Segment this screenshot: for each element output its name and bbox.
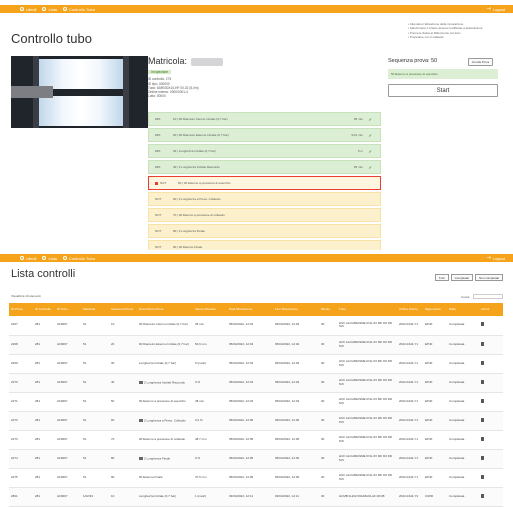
table-cell	[479, 316, 503, 335]
gear-icon	[63, 7, 67, 11]
nav-lista[interactable]	[42, 7, 56, 12]
check-icon: ✔	[368, 116, 372, 122]
step-state: MIS	[155, 149, 161, 153]
table-cell: AF0067	[55, 411, 81, 430]
table-cell: 00 Diametro Esterno Iniziale (0,7 bar)	[137, 335, 193, 354]
table-cell: HCF ALCHIMASME IK3L 0X MF D0 DD 5x5	[337, 392, 397, 411]
table-cell: 281	[33, 449, 55, 468]
table-cell	[479, 392, 503, 411]
table-cell: AF0067	[55, 316, 81, 335]
table-cell: Completata	[447, 430, 479, 449]
nav-utenti[interactable]	[20, 7, 36, 12]
table-cell: 30	[319, 468, 337, 487]
table-cell: 2271	[9, 392, 33, 411]
info-line: Ordine interno: 0000/0001-4	[148, 90, 188, 95]
filter-not-completed-button[interactable]: Non completati	[475, 274, 503, 281]
table-cell: 30	[319, 335, 337, 354]
table-cell	[137, 373, 193, 392]
user-icon	[20, 7, 24, 11]
table-cell: 2267	[9, 316, 33, 335]
table-cell: AF0067	[55, 468, 81, 487]
logout-button[interactable]	[487, 256, 505, 261]
step-value: 54,6 mm	[351, 133, 363, 137]
user-icon	[20, 256, 24, 260]
trash-icon[interactable]	[481, 399, 484, 403]
table-cell: 05/04/2022, 12:05	[273, 411, 319, 430]
step-state: NOT	[155, 213, 162, 217]
nav-label: Lista	[48, 6, 57, 12]
check-icon: ✔	[368, 148, 372, 154]
table-cell: 05/04/2022, 12:05	[227, 468, 273, 487]
table-cell: 05/04/2022, 12:04	[273, 354, 319, 373]
table-cell: 05/04/2022, 12:05	[273, 468, 319, 487]
table-cell: EP4F	[423, 392, 447, 411]
instruction-item: • Procedere con il collaudo	[408, 35, 508, 39]
table-cell: 40	[109, 373, 137, 392]
table-cell: 2272	[9, 411, 33, 430]
table-body	[9, 316, 503, 506]
column-header[interactable]: Azioni	[479, 303, 503, 316]
table-cell: 30	[319, 392, 337, 411]
table-cell: HCMB 2H/22 PAHMAOLAF 0K/08	[337, 487, 397, 506]
table-cell: 2022-0444-Y1	[397, 373, 423, 392]
top-navbar	[0, 5, 513, 13]
table-cell: 2269	[9, 354, 33, 373]
trash-icon[interactable]	[481, 380, 484, 384]
table-cell: Completata	[447, 468, 479, 487]
table-cell: 281	[33, 354, 55, 373]
table-cell	[137, 449, 193, 468]
table-cell: Lunghezza Iniziale (0,7 bar)	[137, 354, 193, 373]
search-area	[461, 294, 503, 299]
table-cell: HCF ALCHIMASME IK3L 0X MF D0 DD 5x5	[337, 468, 397, 487]
sequence-info: 50 Esterno a pressione di esercizio	[388, 69, 498, 79]
table-row[interactable]	[9, 430, 503, 449]
step-value: 35 mm	[353, 117, 363, 121]
cell-text: 2 Lunghezza Finale	[144, 455, 171, 460]
table-cell: 2022-0444-Y1	[397, 354, 423, 373]
table-cell: EP4F	[423, 316, 447, 335]
column-header[interactable]: Sigla utente	[423, 303, 447, 316]
filter-buttons	[435, 274, 503, 281]
table-cell: 281	[33, 430, 55, 449]
table-cell: 05/04/2022, 12:05	[227, 430, 273, 449]
table-cell: 30	[319, 373, 337, 392]
table-cell: 2022-0444-Y1	[397, 449, 423, 468]
table-row[interactable]	[9, 316, 503, 335]
table-cell: 00 Esterno Finale	[137, 468, 193, 487]
table-cell: Completata	[447, 487, 479, 506]
test-steps-list	[148, 112, 381, 256]
check-icon: ✔	[368, 164, 372, 170]
table-cell: 2270	[9, 373, 33, 392]
table-row[interactable]	[9, 411, 503, 430]
table-cell: EP4F	[423, 430, 447, 449]
instruction-item: • Selezionare il criterio ancora modificate a destinazione	[408, 26, 508, 30]
table-cell: 05/04/2022, 12:05	[227, 449, 273, 468]
column-header[interactable]: Sequenza Prova	[109, 303, 137, 316]
table-cell: 60	[109, 411, 137, 430]
test-step-row[interactable]	[148, 224, 381, 238]
table-cell: 51	[81, 468, 109, 487]
nav-controllo-tubo[interactable]	[63, 256, 95, 261]
table-cell: 2821	[9, 487, 33, 506]
table-cell: EP4F	[423, 449, 447, 468]
tube-info	[148, 70, 238, 99]
step-description: 20 | 00 Diametro Esterno Iniziale (0,7 bar)	[173, 133, 229, 137]
abort-button[interactable]: Annulla Prova	[468, 58, 493, 66]
test-step-row[interactable]	[148, 112, 381, 126]
table-cell: EP4F	[423, 468, 447, 487]
table-cell: AF0067	[55, 449, 81, 468]
image-icon[interactable]	[139, 419, 143, 422]
table-cell: 05/04/2022, 12:04	[273, 316, 319, 335]
step-state: NOT	[155, 229, 162, 233]
table-cell: 05/04/2022, 12:05	[227, 411, 273, 430]
info-line: ID controllo: 275	[148, 77, 172, 82]
column-header[interactable]: Valore Misurato	[193, 303, 227, 316]
table-cell: 05/04/2022, 12:04	[227, 373, 273, 392]
blurred-area	[11, 86, 53, 98]
table-cell: AF0067	[55, 373, 81, 392]
table-cell: 0,2 %	[193, 411, 227, 430]
table-row[interactable]	[9, 373, 503, 392]
column-header[interactable]: Minuto	[319, 303, 337, 316]
step-description: 80 | 2 Lunghezza Finale	[173, 229, 205, 233]
table-cell: HCF ALCHIMASME IK3L 0X MF D0 DD 5x5	[337, 449, 397, 468]
column-header[interactable]: ID Tubo	[55, 303, 81, 316]
table-cell: 30	[109, 354, 137, 373]
table-cell: 00 Diametro Interno Iniziale (0,7 bar)	[137, 316, 193, 335]
table-cell: 03/04/2022, 12:11	[273, 487, 319, 506]
cell-text: 2 Lunghezza Iniziale Raccordo	[144, 379, 186, 384]
table-cell: Completata	[447, 449, 479, 468]
table-cell: 54,6 mm	[193, 335, 227, 354]
search-input[interactable]	[473, 294, 503, 299]
trash-icon[interactable]	[481, 322, 484, 326]
controllo-panel	[0, 0, 513, 250]
table-cell: 30	[319, 449, 337, 468]
table-cell: 47,5 mm	[193, 468, 227, 487]
step-description: 30 | Lunghezza Iniziale (0,7 bar)	[173, 149, 216, 153]
start-button[interactable]: Start	[388, 84, 498, 97]
table-cell: HCF ALCHIMASME IK3L 0X MF D0 DD 5x5	[337, 411, 397, 430]
table-cell: CIWR	[423, 487, 447, 506]
table-cell: 5 (metri)	[193, 354, 227, 373]
table-row[interactable]	[9, 449, 503, 468]
table-cell: Completata	[447, 316, 479, 335]
table-cell: 2268	[9, 335, 33, 354]
table-cell: 2022-0444-Y1	[397, 335, 423, 354]
sequence-label: Sequenza prova: 50	[388, 58, 438, 64]
table-cell: EP4F	[423, 354, 447, 373]
column-header[interactable]: Data Misurazione	[227, 303, 273, 316]
table-cell: 05/04/2022, 12:04	[227, 316, 273, 335]
test-step-row[interactable]	[148, 208, 381, 222]
test-step-row[interactable]	[148, 128, 381, 142]
logout-icon: ⇥	[486, 6, 491, 12]
table-cell: Completata	[447, 392, 479, 411]
table-cell: HCF ALCHIMASME IK3L 0X MF D0 DD 5x5	[337, 354, 397, 373]
table-cell: 2275	[9, 468, 33, 487]
step-state: MIS	[155, 133, 161, 137]
table-header	[9, 303, 503, 316]
table-cell: HCF ALCHIMASME IK3L 0X MF D0 DD 5x5	[337, 373, 397, 392]
image-icon[interactable]	[139, 381, 143, 384]
page-title: Controllo tubo	[11, 31, 92, 46]
table-cell: 30	[319, 411, 337, 430]
column-header[interactable]: Matricola	[81, 303, 109, 316]
column-header[interactable]: Descrizione Prova	[137, 303, 193, 316]
table-cell: 00 Esterno a pressione di esercizio	[137, 392, 193, 411]
table-cell: 03/04/2022, 12:11	[227, 487, 273, 506]
table-cell: 05/04/2022, 12:04	[227, 354, 273, 373]
test-step-row[interactable]	[148, 176, 381, 190]
table-row[interactable]	[9, 392, 503, 411]
nav-menu	[20, 256, 95, 261]
step-description: 40 | 2 Lunghezza Iniziale Raccordo	[173, 165, 220, 169]
table-cell: 2022-0444-Y1	[397, 392, 423, 411]
table-cell: 70	[109, 430, 137, 449]
table-cell: 51	[81, 354, 109, 373]
table-cell	[479, 430, 503, 449]
table-row[interactable]	[9, 468, 503, 487]
nav-label: Controllo Tubo	[68, 6, 95, 12]
table-cell: 48 mm	[193, 392, 227, 411]
table-cell: AF0067	[55, 335, 81, 354]
table-cell: 2022-0444-Y1	[397, 430, 423, 449]
step-state: NOT	[155, 197, 162, 201]
table-cell: 30	[319, 430, 337, 449]
table-cell: 0 %	[193, 449, 227, 468]
table-cell: 51	[81, 449, 109, 468]
step-value: 25 mm	[353, 165, 363, 169]
nav-label: Controllo Tubo	[68, 255, 95, 261]
step-description: 10 | 00 Diametro Interno Iniziale (0,7 bar)	[173, 117, 228, 121]
table-cell: 51	[81, 316, 109, 335]
step-description: 70 | 00 Esterno a pressione di collaudo	[173, 213, 225, 217]
tube-edge	[123, 56, 129, 128]
step-value: 5 m	[357, 149, 363, 153]
tube-light-strip	[37, 59, 125, 89]
cell-text: 2 Lunghezza a Press. Collaudo	[144, 417, 186, 422]
table-cell: 2022-0444-Y1	[397, 411, 423, 430]
table-cell: 05/04/2022, 12:04	[227, 335, 273, 354]
table-cell: 51	[81, 335, 109, 354]
table-cell: 2022-0444-Y3	[397, 487, 423, 506]
table-cell	[479, 468, 503, 487]
instructions-list	[408, 22, 508, 40]
table-cell: EP4F	[423, 373, 447, 392]
table-cell	[479, 373, 503, 392]
matricola-value-redacted	[191, 58, 223, 66]
info-line: Tubo: 8AR030X10-HF 00-02 (5,0m)	[148, 85, 199, 90]
test-step-row[interactable]	[148, 160, 381, 174]
table-cell	[479, 411, 503, 430]
info-line: Lotto: 00000	[148, 94, 166, 99]
table-cell: 281	[33, 468, 55, 487]
table-cell: 10	[109, 316, 137, 335]
table-cell: 2022-0444-Y1	[397, 468, 423, 487]
trash-icon[interactable]	[481, 361, 484, 365]
logout-label: Logout	[492, 255, 505, 261]
nav-label: Lista	[48, 255, 57, 261]
table-cell: 05/04/2022, 12:05	[273, 449, 319, 468]
step-description: 60 | 2 Lunghezza a Press. Collaudo	[173, 197, 221, 201]
nav-label: Utenti	[26, 255, 37, 261]
trash-icon[interactable]	[481, 342, 484, 346]
table-cell	[479, 354, 503, 373]
step-state: NOT	[155, 245, 162, 249]
column-header[interactable]: Stato	[447, 303, 479, 316]
table-cell: 90	[109, 468, 137, 487]
table-cell: Completata	[447, 354, 479, 373]
test-step-row[interactable]	[148, 192, 381, 206]
table-cell: 51	[81, 373, 109, 392]
trash-icon[interactable]	[481, 475, 484, 479]
page-title: Lista controlli	[11, 268, 76, 280]
table-cell: EP4F	[423, 411, 447, 430]
table-cell: 35 mm	[193, 316, 227, 335]
table-cell	[137, 411, 193, 430]
logout-label: Logout	[492, 6, 505, 12]
nav-menu	[20, 7, 95, 12]
step-state: MIS	[155, 165, 161, 169]
logout-button[interactable]	[487, 7, 505, 12]
step-state: NOT	[160, 181, 167, 185]
gear-icon	[63, 256, 67, 260]
table-cell: 05/04/2022, 12:04	[273, 335, 319, 354]
table-cell: AF0067	[55, 430, 81, 449]
trash-icon[interactable]	[481, 494, 484, 498]
table-cell: HCF ALCHIMASME IK3L 0X MF D0 DD 5x5	[337, 335, 397, 354]
list-icon	[42, 7, 46, 11]
table-cell: AF0067	[55, 392, 81, 411]
page-size-select[interactable]: Visualizza 10 elementi	[11, 294, 41, 298]
nav-controllo-tubo[interactable]	[63, 7, 95, 12]
table-cell: 281	[33, 316, 55, 335]
table-cell: HCF ALCHIMASME IK3L 0X MF D0 DD 5x5	[337, 316, 397, 335]
step-description: 50 | 00 Esterno a pressione di esercizio	[178, 181, 231, 185]
nav-utenti[interactable]	[20, 256, 36, 261]
status-badge: In ispezione	[148, 70, 171, 74]
table-cell: 281	[33, 411, 55, 430]
tube-camera-image	[11, 56, 148, 128]
table-cell: 80	[109, 449, 137, 468]
table-cell: 51	[81, 430, 109, 449]
column-header[interactable]: ID Prova	[9, 303, 33, 316]
table-cell: 2274	[9, 449, 33, 468]
table-cell	[479, 487, 503, 506]
table-cell: Completata	[447, 373, 479, 392]
table-cell: Completata	[447, 411, 479, 430]
table-cell: 05/04/2022, 12:04	[273, 373, 319, 392]
table-cell: 50	[109, 392, 137, 411]
table-cell: 281	[33, 487, 55, 506]
table-cell: 48,7 mm	[193, 430, 227, 449]
table-cell: 0 %	[193, 373, 227, 392]
table-cell: 20	[109, 335, 137, 354]
tube-light-strip	[37, 96, 125, 126]
column-header[interactable]: Ordine interno	[397, 303, 423, 316]
filter-all-button[interactable]: Tutti	[435, 274, 449, 281]
table-cell: Completata	[447, 335, 479, 354]
table-cell: 281	[33, 392, 55, 411]
table-cell: 05/04/2022, 12:05	[273, 430, 319, 449]
step-state: MIS	[155, 117, 161, 121]
logout-icon: ⇥	[486, 255, 491, 261]
column-header[interactable]: ID Controllo	[33, 303, 55, 316]
column-header[interactable]: Fine Misurazione	[273, 303, 319, 316]
alert-icon	[155, 182, 158, 185]
trash-icon[interactable]	[481, 418, 484, 422]
trash-icon[interactable]	[481, 437, 484, 441]
table-cell: 281	[33, 335, 55, 354]
table-cell: AF0007	[55, 487, 81, 506]
table-cell: 10	[109, 487, 137, 506]
table-cell: Lunghezza Iniziale (0,7 bar)	[137, 487, 193, 506]
table-cell: 281	[33, 373, 55, 392]
table-cell: 05/04/2022, 12:04	[273, 392, 319, 411]
instruction-item: • Premere Salva al Riferimento sul tubo	[408, 31, 508, 35]
table-cell: 00 Esterno a pressione di collaudo	[137, 430, 193, 449]
table-cell: 1 (metri)	[193, 487, 227, 506]
table-cell: 30	[319, 487, 337, 506]
image-icon[interactable]	[139, 457, 143, 460]
info-line: ID tipo: 000000	[148, 81, 170, 86]
table-cell	[479, 335, 503, 354]
table-row[interactable]	[9, 354, 503, 373]
check-icon: ✔	[368, 132, 372, 138]
search-label: Cerca:	[461, 294, 470, 299]
matricola-label: Matricola:	[148, 56, 188, 66]
table-cell: HCF ALCHIMASME IK3L 0X MF D0 DD 5x5	[337, 430, 397, 449]
nav-lista[interactable]	[42, 256, 56, 261]
table-cell: 2022-0444-Y1	[397, 316, 423, 335]
table-cell: 30	[319, 316, 337, 335]
table-cell: 2273	[9, 430, 33, 449]
step-description: 90 | 00 Esterno Finale	[173, 245, 203, 249]
column-header[interactable]: Tubo	[337, 303, 397, 316]
table-cell	[479, 449, 503, 468]
table-cell: 51	[81, 392, 109, 411]
table-cell: 1/22/33	[81, 487, 109, 506]
list-icon	[42, 256, 46, 260]
top-navbar	[0, 254, 513, 262]
instruction-item: • Attendere l'attivazione della misurazione	[408, 22, 508, 26]
table-cell: 30	[319, 354, 337, 373]
table-row[interactable]	[9, 335, 503, 354]
table-cell: 05/04/2022, 12:04	[227, 392, 273, 411]
trash-icon[interactable]	[481, 456, 484, 460]
nav-label: Utenti	[26, 6, 37, 12]
table-cell: 51	[81, 411, 109, 430]
table-row[interactable]	[9, 487, 503, 506]
table-cell: EP4F	[423, 335, 447, 354]
test-step-row[interactable]	[148, 144, 381, 158]
controls-table	[9, 303, 503, 507]
table-cell: AF0067	[55, 354, 81, 373]
lista-panel	[0, 250, 513, 508]
filter-completed-button[interactable]: Completati	[451, 274, 473, 281]
